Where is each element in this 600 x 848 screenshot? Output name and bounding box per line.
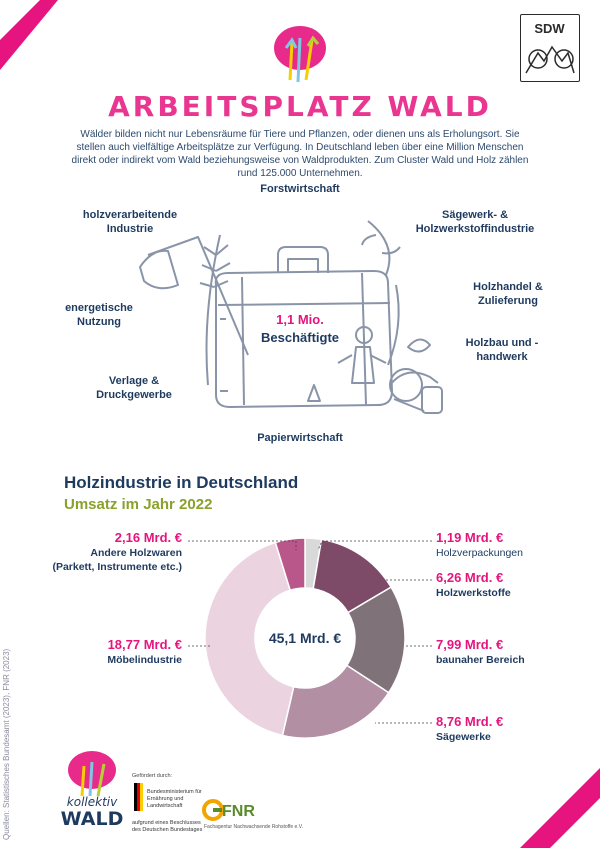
cluster-holzbau: Holzbau und -handwerk [465,337,539,363]
gefoerdert-text: Gefördert durch: [132,773,173,779]
eagle-icon [134,783,144,811]
label-baunaher-bereich [436,637,576,667]
cluster-saegewerk-industrie: Sägewerk- & Holzwerkstoffindustrie [415,209,535,235]
cluster-forstwirtschaft: Forstwirtschaft [260,183,340,195]
cluster-holzverarbeitende-industrie: holzverarbeitende Industrie [82,209,178,235]
label-holzverpackungen [436,530,576,560]
holzverpackungen-value: 1,19 Mrd. € [436,530,504,545]
baunaher-bereich-label: baunaher Bereich [436,654,525,666]
page-title: ARBEITSPLATZ WALD [108,90,492,123]
holzwerkstoffe-label: Holzwerkstoffe [436,587,511,599]
employees-value: 1,1 Mio. [276,312,324,327]
leader-andere-holzwaren [188,541,296,550]
label-moebelindustrie [30,637,182,667]
label-holzwerkstoffe [436,570,576,600]
saegewerke-label: Sägewerke [436,731,491,743]
label-saegewerke [436,714,576,744]
saegewerke-value: 8,76 Mrd. € [436,714,504,729]
cluster-papierwirtschaft: Papierwirtschaft [257,432,343,444]
intro-text: Wälder bilden nicht nur Lebensräume für Tiere und Pflanzen, oder dienen uns als Erholungsort. Sie stellen auch vielfältige Arbeitsplätze zur Verfügung. In Deutschland leben über eine Million Menschen direkt oder indirekt vom Wald beziehungsweise von Waldprodukten. Zum Cluster Wald und Holz zählen rund 125.000 Unternehmen. [71,129,529,179]
leader-holzverpackungen [318,541,432,550]
baunaher-bereich-value: 7,99 Mrd. € [436,637,504,652]
beschluss-text: aufgrund eines Beschlusses des Deutschen Bundestages [132,820,203,833]
sources-text: Quellen: Statistisches Bundesamt (2023), FNR (2023) [2,648,11,840]
holzverpackungen-label: Holzverpackungen [436,547,523,559]
andere-holzwaren-sublabel: (Parkett, Instrumente etc.) [52,561,182,573]
moebelindustrie-value: 18,77 Mrd. € [107,637,182,652]
cluster-energetische-nutzung: energetische Nutzung [65,302,133,328]
moebelindustrie-label: Möbelindustrie [107,654,182,666]
cluster-verlage: Verlage & Druckgewerbe [96,375,172,401]
kollektiv-logo-bottom [62,748,122,798]
cluster-holzhandel: Holzhandel & Zulieferung [473,281,543,307]
andere-holzwaren-value: 2,16 Mrd. € [114,530,182,545]
wald-wordmark: WALD [60,808,124,830]
bmel-text: Bundesministerium für Ernährung und Landwirtschaft [147,789,202,809]
holzwerkstoffe-value: 6,26 Mrd. € [436,570,504,585]
chart-subtitle: Umsatz im Jahr 2022 [64,496,213,513]
andere-holzwaren-label: Andere Holzwaren [90,547,182,559]
employees-label: Beschäftigte [260,330,340,345]
donut-center-total: 45,1 Mrd. € [268,630,342,646]
kollektiv-wordmark: kollektiv [66,795,118,809]
fnr-subtitle: Fachagentur Nachwachsende Rohstoffe e.V. [204,824,303,830]
label-andere-holzwaren [30,530,182,574]
fnr-logo-icon [202,798,224,822]
fnr-wordmark: FNR [222,803,255,820]
sdw-logo-text: SDW [534,21,565,36]
chart-title: Holzindustrie in Deutschland [64,473,299,492]
